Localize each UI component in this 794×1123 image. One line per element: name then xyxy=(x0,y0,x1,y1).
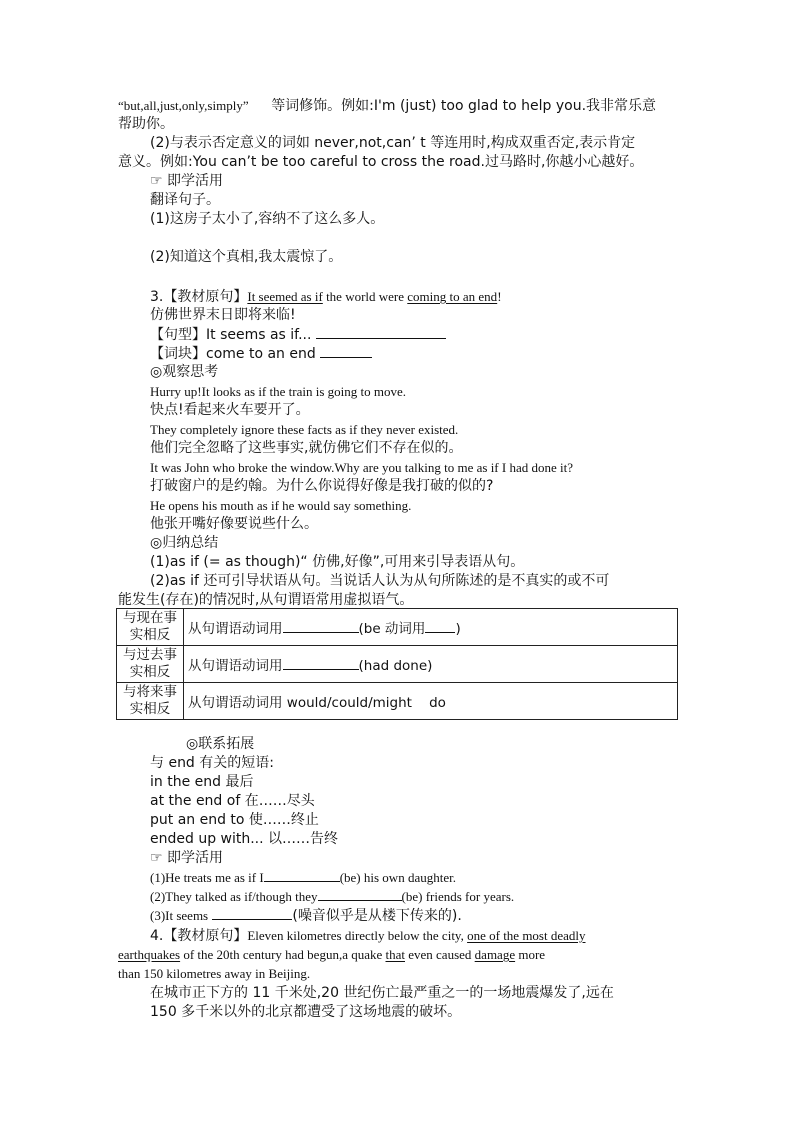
text-line: 意义。例如:You can’t be too careful to cross the road.过马路时,你越小心越好。 xyxy=(118,154,644,170)
exercise-item: (1)He treats me as if I (be) his own daughter. xyxy=(150,870,456,885)
double-circle-icon: ◎ xyxy=(186,736,199,752)
table-row xyxy=(117,683,678,720)
summary-item: (1)as if (= as though)“ 仿佛,好像”,可用来引导表语从句。 xyxy=(150,554,525,570)
word-chunk: 【词块】come to an end xyxy=(150,344,372,364)
example-en: It was John who broke the window.Why are you talking to me as if I had done it? xyxy=(150,460,574,475)
phrase-item: in the end 最后 xyxy=(150,774,254,790)
table-value: 从句谓语动词用 (had done) xyxy=(184,646,678,683)
exercise-item: (2)They talked as if/though they (be) friends for years. xyxy=(150,889,515,904)
phrase-item: ended up with... 以……告终 xyxy=(150,831,339,847)
summary-item: 能发生(存在)的情况时,从句谓语常用虚拟语气。 xyxy=(118,592,414,608)
table-key: 与将来事 实相反 xyxy=(117,683,184,720)
table-key: 与过去事 实相反 xyxy=(117,646,184,683)
pointing-hand-icon: ☞ xyxy=(150,850,163,866)
example-en: He opens his mouth as if he would say something. xyxy=(150,498,412,513)
translation: 150 多千米以外的北京都遭受了这场地震的破坏。 xyxy=(150,1004,462,1020)
double-circle-icon: ◎ xyxy=(150,364,163,380)
practice-heading: ☞ 即学活用 xyxy=(150,173,223,189)
answer-blank xyxy=(316,325,446,339)
pointing-hand-icon: ☞ xyxy=(150,173,163,189)
text-line: (2)与表示否定意义的词如 never,not,can’ t 等连用时,构成双重否定,表示肯定 xyxy=(150,135,636,151)
double-circle-icon: ◎ xyxy=(150,535,163,551)
word-list: “but,all,just,only,simply” xyxy=(118,98,249,113)
section-3-heading: 3.【教材原句】It seemed as if the world were coming to an end! xyxy=(150,289,502,305)
text-line: than 150 kilometres away in Beijing. xyxy=(118,966,311,981)
text-line: earthquakes of the 20th century had begun,a quake that even caused damage more xyxy=(118,947,546,962)
subjunctive-table xyxy=(116,608,678,720)
section-4-heading: 4.【教材原句】Eleven kilometres directly below the city, one of the most deadly xyxy=(150,928,586,944)
sentence-pattern: 【句型】It seems as if... xyxy=(150,325,446,345)
table-row xyxy=(117,609,678,646)
example-en: Hurry up!It looks as if the train is going to move. xyxy=(150,384,406,399)
text-line xyxy=(118,96,656,116)
answer-blank xyxy=(283,656,359,670)
table-row xyxy=(117,646,678,683)
translation: 仿佛世界末日即将来临! xyxy=(150,307,296,323)
extension-heading: ◎联系拓展 xyxy=(186,736,255,752)
summary-item: (2)as if 还可引导状语从句。当说话人认为从句所陈述的是不真实的或不可 xyxy=(150,573,610,589)
answer-blank xyxy=(264,868,340,882)
exercise-item: (1)这房子太小了,容纳不了这么多人。 xyxy=(150,211,385,227)
answer-blank xyxy=(320,344,372,358)
example-text: 等词修饰。例如:I'm (just) too glad to help you.我非常乐意 xyxy=(271,98,657,114)
instruction: 翻译句子。 xyxy=(150,192,220,208)
practice-heading: ☞ 即学活用 xyxy=(150,850,223,866)
summary-heading: ◎归纳总结 xyxy=(150,535,219,551)
answer-blank xyxy=(283,619,359,633)
example-en: They completely ignore these facts as if they never existed. xyxy=(150,422,459,437)
example-zh: 快点!看起来火车要开了。 xyxy=(150,402,310,418)
answer-blank xyxy=(212,906,292,920)
exercise-item: (2)知道这个真相,我太震惊了。 xyxy=(150,249,343,265)
answer-blank xyxy=(318,887,402,901)
translation: 在城市正下方的 11 千米处,20 世纪伤亡最严重之一的一场地震爆发了,远在 xyxy=(150,985,614,1001)
example-zh: 打破窗户的是约翰。为什么你说得好像是我打破的似的? xyxy=(150,478,494,494)
phrase-item: put an end to 使……终止 xyxy=(150,812,319,828)
phrase-intro: 与 end 有关的短语: xyxy=(150,755,274,771)
table-key: 与现在事 实相反 xyxy=(117,609,184,646)
text-line: 帮助你。 xyxy=(118,116,174,132)
example-zh: 他们完全忽略了这些事实,就仿佛它们不存在似的。 xyxy=(150,440,463,456)
example-zh: 他张开嘴好像要说些什么。 xyxy=(150,516,318,532)
table-value: 从句谓语动词用 (be 动词用 ) xyxy=(184,609,678,646)
exercise-item: (3)It seems (噪音似乎是从楼下传来的). xyxy=(150,908,462,924)
answer-blank xyxy=(425,619,455,633)
phrase-item: at the end of 在……尽头 xyxy=(150,793,315,809)
observe-heading: ◎观察思考 xyxy=(150,364,219,380)
table-value: 从句谓语动词用 would/could/might do xyxy=(184,683,678,720)
